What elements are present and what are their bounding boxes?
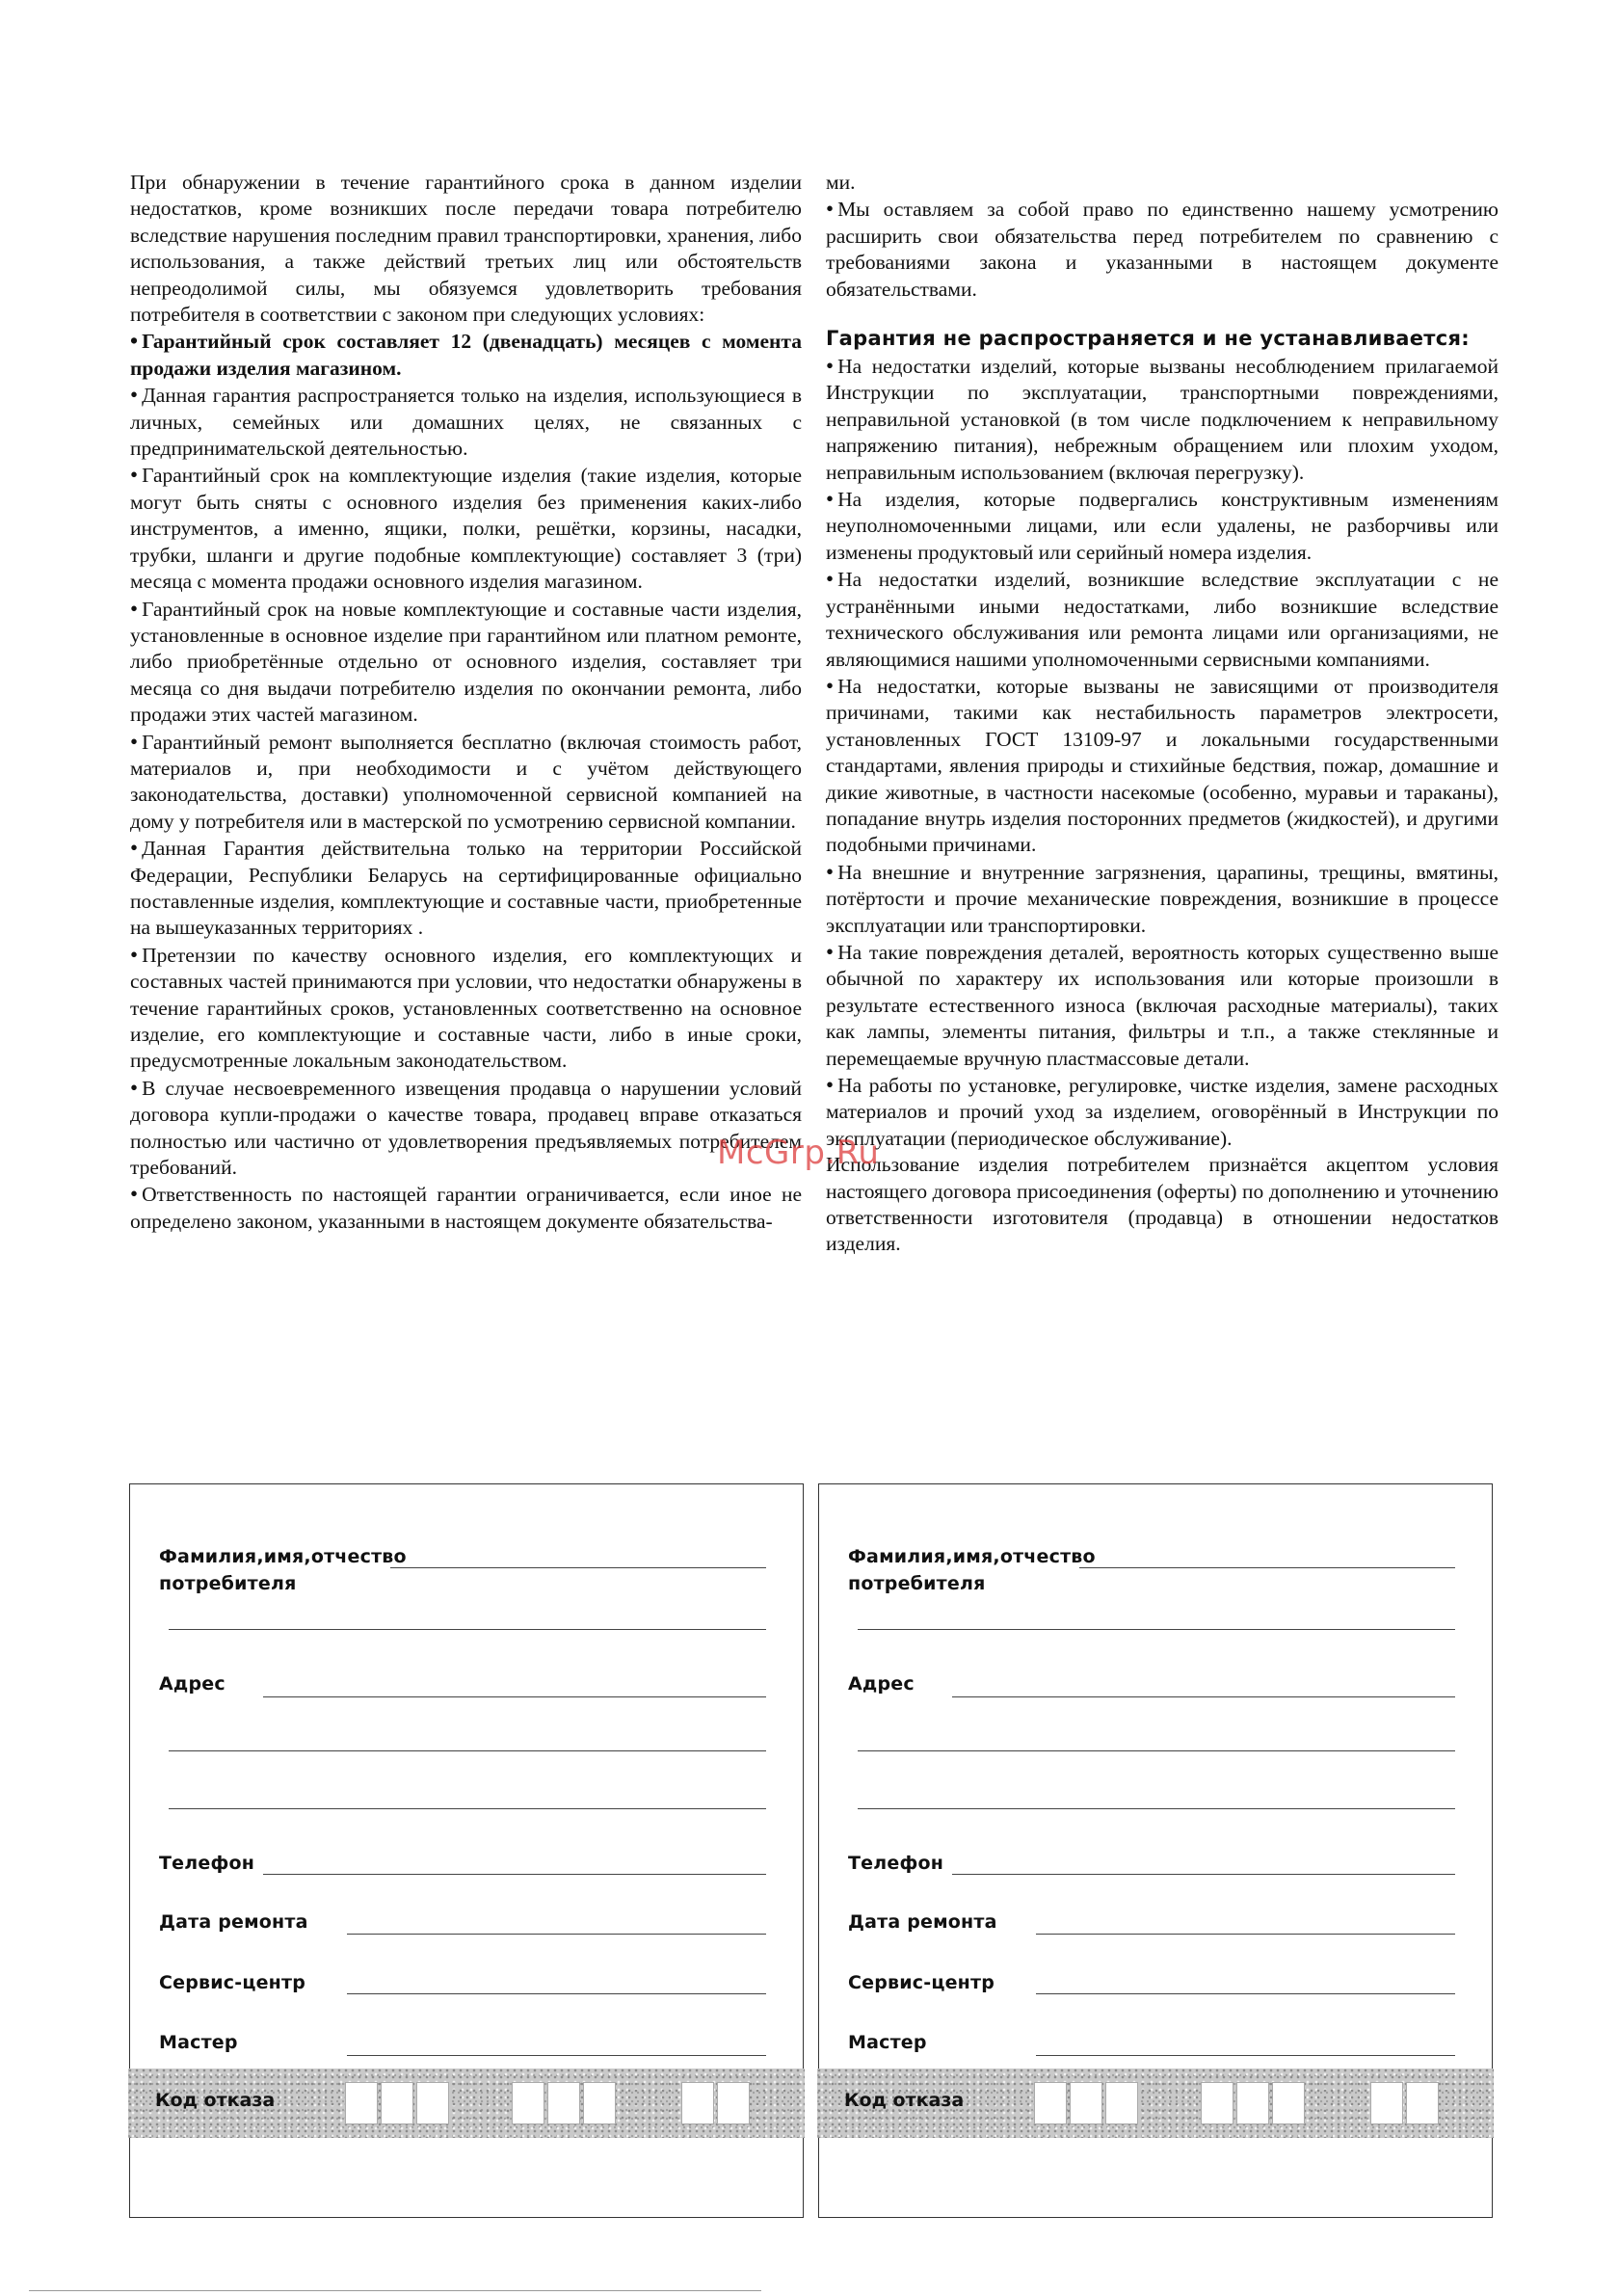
warranty-item: • Данная гарантия распространяется только на изделия, использующиеся в личных, семейных или домашних целях, не связанных с предпринимательской деятельностью. <box>130 382 802 462</box>
code-digit-box[interactable] <box>681 2082 714 2124</box>
phone-input-line[interactable] <box>263 1874 766 1875</box>
watermark: McGrp.Ru <box>717 1134 880 1172</box>
code-digit-box[interactable] <box>1105 2082 1138 2124</box>
code-digit-box[interactable] <box>416 2082 449 2124</box>
exclusion-item: • На недостатки изделий, возникшие вследствие эксплуатации с не устранёнными иными недостатками, либо возникшие вследствие технического обслуживания или ремонта лицами или организациями, не являющимися нашими уполномоченными сервисными компаниями. <box>826 566 1499 673</box>
warranty-item: • Гарантийный ремонт выполняется бесплатно (включая стоимость работ, материалов и, при необходимости и с учётом действующего законодательства, доставки) уполномоченной сервисной компанией на дому у потребителя или в мастерской по усмотрению сервисной компании. <box>130 729 802 836</box>
failure-code-band <box>128 2069 805 2138</box>
closing-paragraph: Использование изделия потребителем признаётся акцептом условия настоящего договора присоединения (оферты) по дополнению и уточнению ответственности изготовителя (продавца) в отношении недостатков изделия. <box>826 1153 1499 1256</box>
code-digit-box[interactable] <box>1034 2082 1067 2124</box>
warranty-item: • Мы оставляем за собой право по единственно нашему усмотрению расширить свои обязательства перед потребителем по сравнению с требованиями закона и указанными в настоящем документе обязательствами. <box>826 196 1499 303</box>
service-center-input-line[interactable] <box>347 1993 766 1994</box>
name-input-line-2[interactable] <box>858 1629 1455 1630</box>
master-label: Мастер <box>159 2032 238 2053</box>
name-input-line[interactable] <box>1079 1567 1455 1568</box>
failure-code-label: Код отказа <box>844 2090 965 2111</box>
repair-coupon-right <box>818 1483 1493 2218</box>
warranty-terms-left-column <box>130 170 802 1235</box>
failure-code-band <box>817 2069 1494 2138</box>
code-digit-box[interactable] <box>547 2082 580 2124</box>
warranty-terms-right-column <box>826 170 1499 1258</box>
address-input-line[interactable] <box>263 1696 766 1697</box>
code-digit-box[interactable] <box>381 2082 413 2124</box>
name-input-line-2[interactable] <box>169 1629 766 1630</box>
repair-date-label: Дата ремонта <box>848 1911 997 1933</box>
exclusion-item: • На внешние и внутренние загрязнения, царапины, трещины, вмятины, потёртости и прочие механические повреждения, возникшие в процессе эксплуатации или транспортировки. <box>826 859 1499 939</box>
address-input-line-2[interactable] <box>858 1750 1455 1751</box>
service-center-label: Сервис-центр <box>848 1972 995 1993</box>
code-digit-box[interactable] <box>717 2082 750 2124</box>
warranty-intro: При обнаружении в течение гарантийного срока в данном изделии недостатков, кроме возникших после передачи товара потребителю вследствие нарушения последним правил транспортировки, хранения, либо использования, а также действий третьих лиц или обстоятельств непреодолимой силы, мы обязуемся удовлетворить требования потребителя в соответствии с законом при следующих условиях: <box>130 171 802 327</box>
name-label: Фамилия,имя,отчество <box>848 1546 1096 1567</box>
exclusion-item: • На такие повреждения деталей, вероятность которых существенно выше обычной по характеру их использования или которые произошли в результате естественного износа (включая расходные материалы), таких как лампы, элементы питания, фильтры и т.п., а также стеклянные и перемещаемые вручную пластмассовые детали. <box>826 939 1499 1072</box>
exclusion-item: • На работы по установке, регулировке, чистке изделия, замене расходных материалов и прочий уход за изделием, оговорённый в Инструкции по эксплуатации (периодическое обслуживание). <box>826 1072 1499 1152</box>
address-input-line-3[interactable] <box>858 1808 1455 1809</box>
repair-date-label: Дата ремонта <box>159 1911 308 1933</box>
code-digit-box[interactable] <box>345 2082 378 2124</box>
master-input-line[interactable] <box>347 2055 766 2056</box>
master-label: Мастер <box>848 2032 927 2053</box>
exclusion-item: • На недостатки, которые вызваны не зависящими от производителя причинами, такими как нестабильность параметров электросети, установленных ГОСТ 13109-97 и локальными государственными стандартами, явления природы и стихийные бедствия, пожар, домашние и дикие животные, в частности насекомые (особенно, муравьи и тараканы), попадание внутрь изделия посторонних предметов (жидкостей), и другими подобными причинами. <box>826 673 1499 859</box>
page-bottom-rule <box>29 2290 761 2291</box>
warranty-item: • Данная Гарантия действительна только на территории Российской Федерации, Республики Беларусь на сертифицированные официально поставленные изделия, комплектующие и составные части, приобретенные на вышеуказанных территориях . <box>130 835 802 942</box>
repair-coupon-left <box>129 1483 804 2218</box>
code-digit-box[interactable] <box>583 2082 616 2124</box>
phone-input-line[interactable] <box>952 1874 1455 1875</box>
name-input-line[interactable] <box>390 1567 766 1568</box>
warranty-item: • Гарантийный срок на комплектующие изделия (такие изделия, которые могут быть сняты с основного изделия без применения каких-либо инструментов, а именно, ящики, полки, решётки, корзины, насадки, трубки, шланги и другие подобные комплектующие) составляет 3 (три) месяца с момента продажи основного изделия магазином. <box>130 462 802 595</box>
name-label-line2: потребителя <box>159 1573 297 1594</box>
code-digit-box[interactable] <box>512 2082 544 2124</box>
code-digit-box[interactable] <box>1236 2082 1269 2124</box>
name-label-line2: потребителя <box>848 1573 986 1594</box>
code-digit-box[interactable] <box>1370 2082 1403 2124</box>
code-digit-box[interactable] <box>1070 2082 1102 2124</box>
address-input-line-2[interactable] <box>169 1750 766 1751</box>
warranty-item: • В случае несвоевременного извещения продавца о нарушении условий договора купли-продажи о качестве товара, продавец вправе отказаться полностью или частично от удовлетворения предъявляемых потребителем требований. <box>130 1075 802 1182</box>
repair-date-input-line[interactable] <box>347 1934 766 1935</box>
address-label: Адрес <box>848 1673 915 1695</box>
continuation-text: ми. <box>826 171 856 194</box>
warranty-item: • Гарантийный срок составляет 12 (двенадцать) месяцев с момента продажи изделия магазином. <box>130 328 802 382</box>
code-digit-box[interactable] <box>1406 2082 1439 2124</box>
repair-date-input-line[interactable] <box>1036 1934 1455 1935</box>
phone-label: Телефон <box>848 1853 944 1874</box>
address-label: Адрес <box>159 1673 225 1695</box>
master-input-line[interactable] <box>1036 2055 1455 2056</box>
failure-code-label: Код отказа <box>155 2090 276 2111</box>
address-input-line[interactable] <box>952 1696 1455 1697</box>
exclusions-heading: Гарантия не распространяется и не устанавливается: <box>826 327 1470 351</box>
warranty-item: • Гарантийный срок на новые комплектующие и составные части изделия, установленные в основное изделие при гарантийном или платном ремонте, либо приобретённые отдельно от основного изделия, составляет три месяца со дня выдачи потребителю изделия по окончании ремонта, либо продажи этих частей магазином. <box>130 596 802 729</box>
warranty-item: • Претензии по качеству основного изделия, его комплектующих и составных частей принимаются при условии, что недостатки обнаружены в течение гарантийных сроков, установленных соответственно на основное изделие, его комплектующие и составные части, либо в иные сроки, предусмотренные локальным законодательством. <box>130 942 802 1075</box>
service-center-input-line[interactable] <box>1036 1993 1455 1994</box>
phone-label: Телефон <box>159 1853 255 1874</box>
service-center-label: Сервис-центр <box>159 1972 306 1993</box>
exclusion-item: • На недостатки изделий, которые вызваны несоблюдением прилагаемой Инструкции по эксплуатации, транспортными повреждениями, неправильной установкой (в том числе подключением к неправильному напряжению питания), небрежным обращением или плохим уходом, неправильным использованием (включая перегрузку). <box>826 353 1499 486</box>
warranty-item: • Ответственность по настоящей гарантии ограничивается, если иное не определено законом, указанными в настоящем документе обязательства- <box>130 1181 802 1235</box>
code-digit-box[interactable] <box>1272 2082 1305 2124</box>
exclusion-item: • На изделия, которые подвергались конструктивным изменениям неуполномоченными лицами, или если удалены, не разборчивы или изменены продуктовый или серийный номера изделия. <box>826 486 1499 566</box>
code-digit-box[interactable] <box>1201 2082 1233 2124</box>
name-label: Фамилия,имя,отчество <box>159 1546 407 1567</box>
address-input-line-3[interactable] <box>169 1808 766 1809</box>
